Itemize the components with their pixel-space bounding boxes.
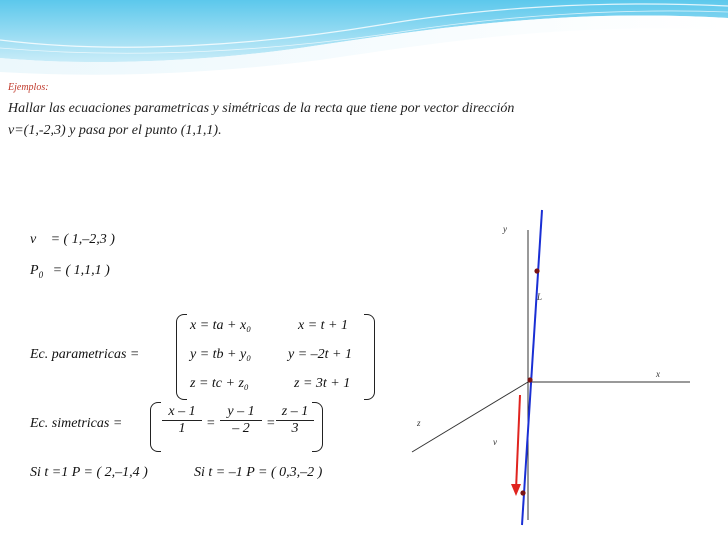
- sym-equals-1: =: [206, 416, 216, 431]
- param-general-x: x = ta + x₀: [190, 318, 252, 333]
- problem-line-2: v=(1,-2,3) y pasa por el punto (1,1,1).: [8, 123, 222, 138]
- line-3d-diagram: [410, 205, 710, 535]
- vector-arrowhead: [511, 484, 521, 496]
- symmetric-label: Ec. simetricas =: [30, 416, 123, 431]
- param-left-paren: [176, 314, 187, 400]
- sym-frac-z: [276, 404, 314, 437]
- point-subscript: 0: [38, 269, 44, 280]
- problem-line-1: Hallar las ecuaciones parametricas y simétricas de la recta que tiene por vector dirección: [8, 101, 515, 116]
- sym-frac-x: [162, 404, 202, 437]
- param-specific-y: y = –2t + 1: [288, 347, 352, 362]
- direction-vector-arrow: [516, 395, 520, 490]
- x-axis-label: x: [656, 369, 660, 379]
- sym-equals-2: =: [266, 416, 276, 431]
- examples-label: Ejemplos:: [8, 82, 49, 93]
- param-general-y: y = tb + y₀: [190, 347, 252, 362]
- sym-frac-x-num: x – 1: [162, 404, 202, 421]
- sym-frac-x-den: 1: [178, 421, 186, 436]
- parametric-label: Ec. parametricas =: [30, 347, 140, 362]
- sym-frac-y: [220, 404, 262, 437]
- point-symbol: P: [30, 263, 39, 278]
- point-value: = ( 1,1,1 ): [52, 263, 110, 278]
- line-point-bottom: [520, 490, 525, 495]
- y-axis-label: y: [503, 224, 507, 234]
- sym-frac-y-den: – 2: [232, 421, 250, 436]
- line-point-top: [534, 268, 539, 273]
- line-l: [522, 210, 542, 525]
- param-general-z: z = tc + z₀: [190, 376, 249, 391]
- param-specific-z: z = 3t + 1: [294, 376, 351, 391]
- header-swoosh: [0, 0, 728, 80]
- line-point-mid: [527, 377, 532, 382]
- z-axis: [412, 382, 528, 452]
- z-axis-label: z: [417, 418, 421, 428]
- param-specific-x: x = t + 1: [298, 318, 348, 333]
- line-label: L: [537, 292, 543, 302]
- param-right-paren: [364, 314, 375, 400]
- vector-label: v: [493, 437, 497, 447]
- sym-frac-y-num: y – 1: [220, 404, 262, 421]
- sym-frac-z-den: 3: [291, 421, 299, 436]
- case-t-positive: Si t =1 P = ( 2,–1,4 ): [30, 465, 148, 480]
- sym-frac-z-num: z – 1: [276, 404, 314, 421]
- case-t-negative: Si t = –1 P = ( 0,3,–2 ): [194, 465, 323, 480]
- sym-left-paren: [150, 402, 161, 452]
- point-p0: [30, 263, 110, 280]
- problem-statement: [8, 98, 720, 142]
- direction-vector: v⃗ = ( 1,–2,3 ): [30, 232, 115, 247]
